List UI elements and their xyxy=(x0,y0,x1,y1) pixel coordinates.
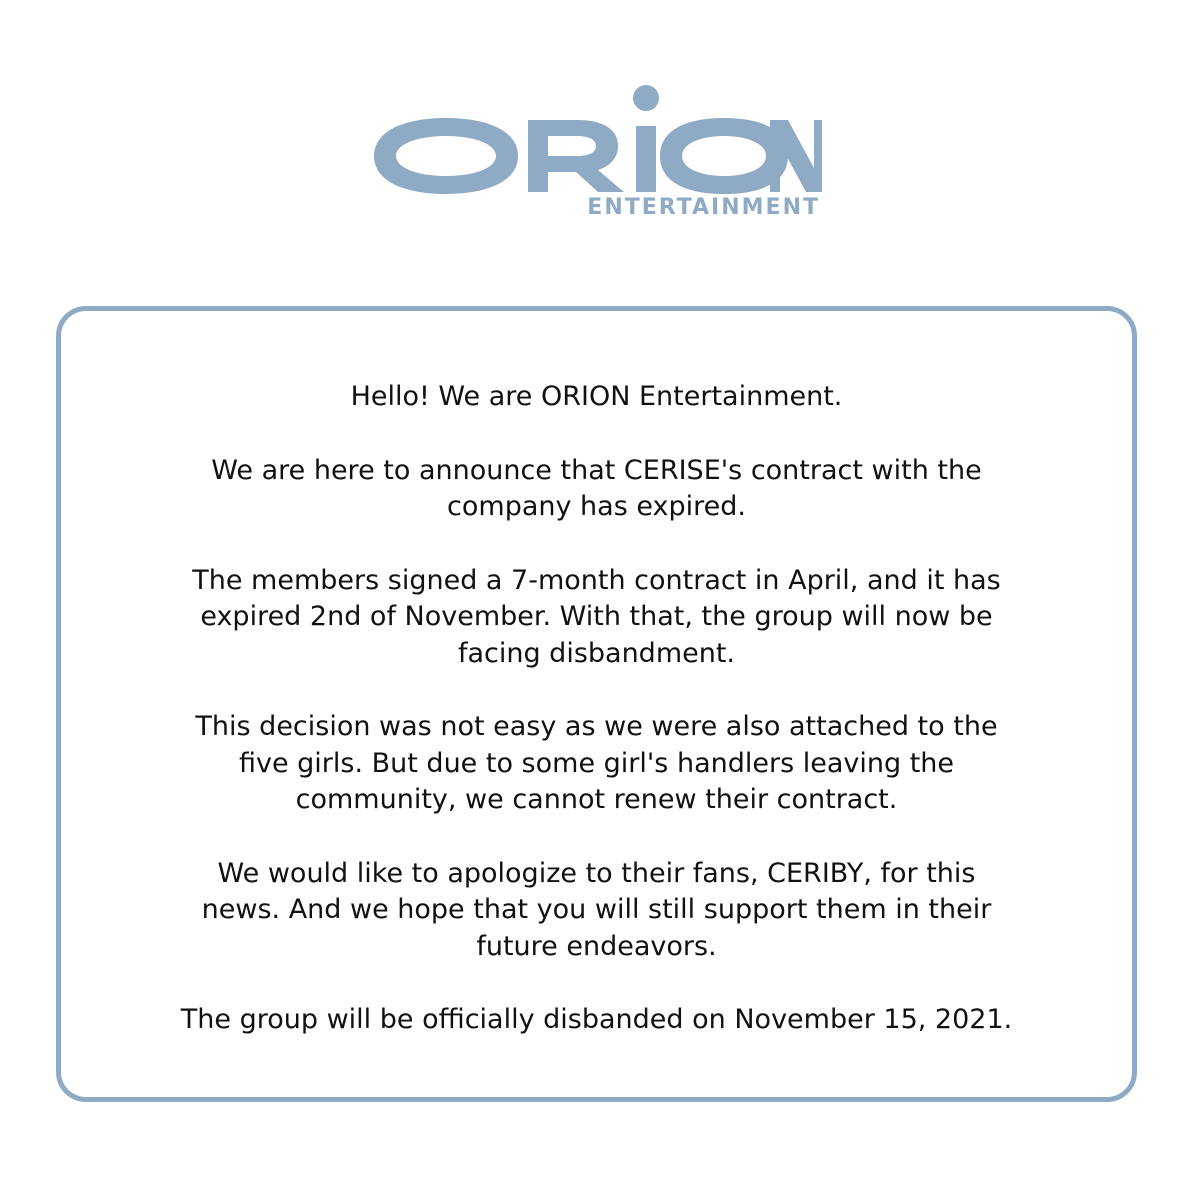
announcement-line: expired 2nd of November. With that, the group will now be xyxy=(200,601,993,632)
logo-letter-n xyxy=(770,120,822,192)
announcement-line: facing disbandment. xyxy=(457,637,736,669)
announcement-line: The group will be officially disbanded on November 15, 2021. xyxy=(180,1004,1013,1035)
logo-letter-i-dot xyxy=(633,85,659,111)
announcement-line: future endeavors. xyxy=(476,930,717,962)
logo-subtitle: ENTERTAINMENT xyxy=(587,195,820,220)
announcement-paragraph xyxy=(121,563,1072,673)
logo-letter-r xyxy=(528,120,624,192)
logo-letter-o1 xyxy=(374,118,518,194)
announcement-line: community, we cannot renew their contract. xyxy=(295,784,898,815)
announcement-line: We would like to apologize to their fans, CERIBY, for this xyxy=(217,857,976,889)
announcement-paragraph xyxy=(121,453,1072,526)
announcement-paragraph xyxy=(121,709,1072,819)
announcement-line: We are here to announce that CERISE's contract with the xyxy=(211,454,982,486)
announcement-line: news. And we hope that you will still support them in their xyxy=(201,894,992,925)
logo-letter-i-stem xyxy=(636,126,656,192)
announcement-paragraph xyxy=(121,1002,1072,1039)
announcement-paragraph xyxy=(121,379,1072,416)
announcement-line: Hello! We are ORION Entertainment. xyxy=(350,381,843,412)
announcement-box xyxy=(56,306,1137,1102)
announcement-line: five girls. But due to some girl's handlers leaving the xyxy=(238,747,955,779)
announcement-line: The members signed a 7-month contract in April, and it has xyxy=(192,564,1001,596)
announcement-text xyxy=(61,379,1132,1039)
announcement-line: company has expired. xyxy=(447,491,746,522)
logo-graphic xyxy=(368,80,828,220)
orion-entertainment-logo xyxy=(368,80,828,220)
announcement-paragraph xyxy=(121,856,1072,966)
logo-letter-o2 xyxy=(660,118,788,194)
announcement-line: This decision was not easy as we were also attached to the xyxy=(195,711,998,742)
